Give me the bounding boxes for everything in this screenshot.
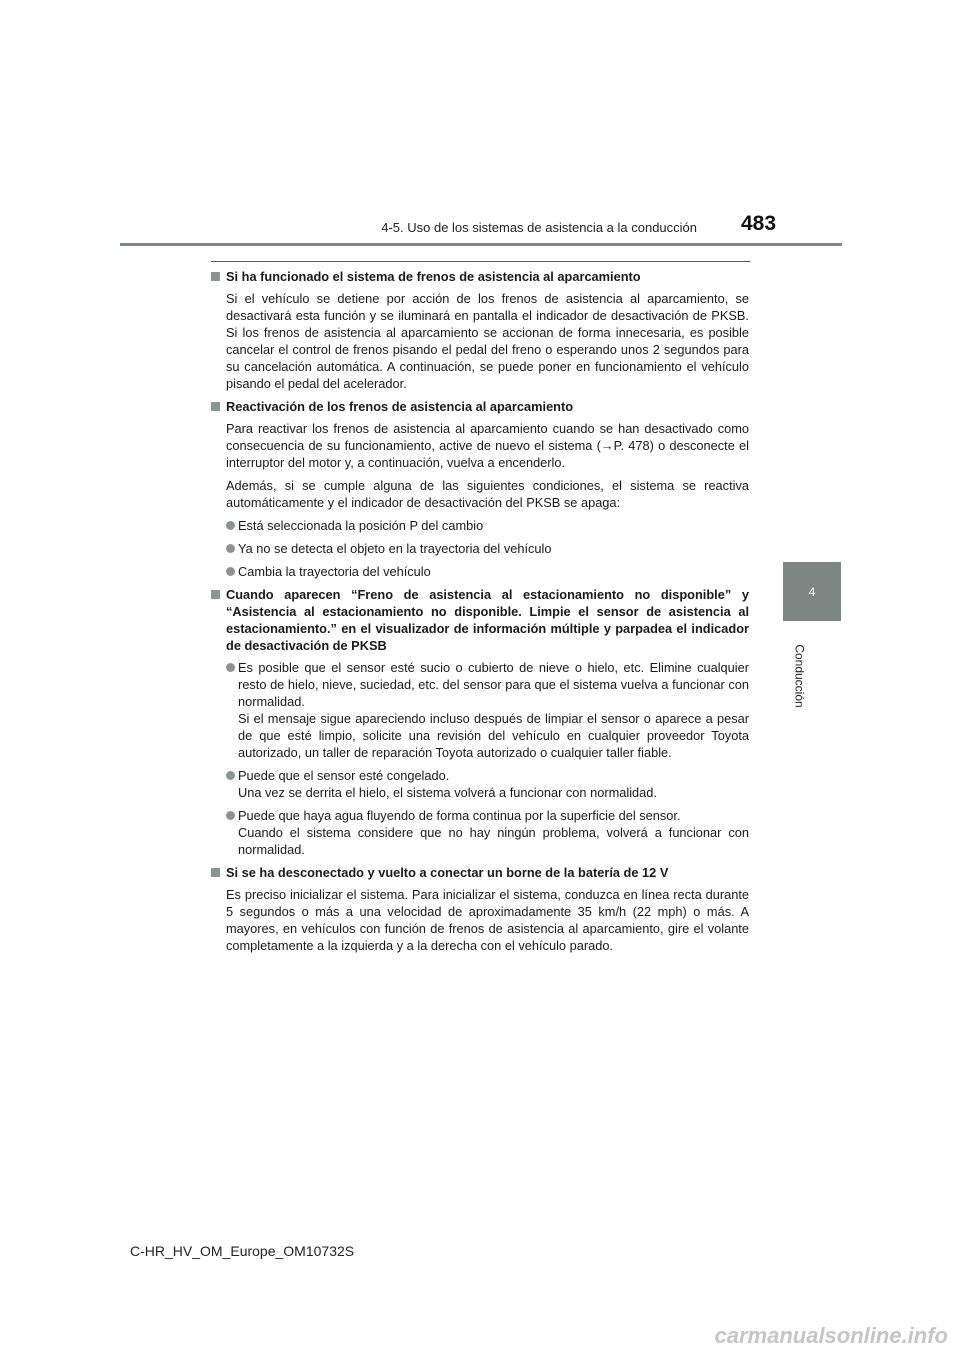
list-item — [211, 563, 749, 580]
circle-bullet-icon — [226, 811, 235, 820]
list-item-text: Es posible que el sensor esté sucio o cubierto de nieve o hielo, etc. Elimine cualquier resto de hielo, nieve, suciedad, etc. del sensor para que el sistema vuelva a funcionar con normalidad. — [238, 660, 749, 709]
section-heading — [211, 268, 749, 285]
section-heading — [211, 586, 749, 654]
page-number: 483 — [741, 212, 777, 235]
list-item — [211, 659, 749, 761]
heading-text: Si ha funcionado el sistema de frenos de asistencia al aparcamiento — [226, 269, 641, 284]
list-item-text: Puede que haya agua fluyendo de forma continua por la superficie del sensor. — [238, 808, 681, 823]
heading-text: Reactivación de los frenos de asistencia al aparcamiento — [226, 399, 574, 414]
chapter-number: 4 — [808, 584, 816, 599]
list-item-text: Una vez se derrita el hielo, el sistema volverá a funcionar con normalidad. — [238, 785, 657, 800]
paragraph: Es preciso inicializar el sistema. Para inicializar el sistema, conduzca en línea recta durante 5 segundos o más a una velocidad de aproximadamente 35 km/h (22 mph) o más. A mayores, en vehículos con función de frenos de asistencia al aparcamiento, gire el volante completamente a la izquierda y a la derecha con el vehículo parado. — [226, 887, 749, 953]
chapter-tab — [783, 562, 841, 621]
list-item-text: Si el mensaje sigue apareciendo incluso después de limpiar el sensor o aparece a pesar de que esté limpio, solicite una revisión del vehículo en cualquier proveedor Toyota autorizado, un taller de reparación Toyota autorizado o cualquier taller fiable. — [238, 711, 749, 760]
list-item-text: Ya no se detecta el objeto en la trayectoria del vehículo — [238, 541, 552, 556]
circle-bullet-icon — [226, 663, 235, 672]
document-code: C-HR_HV_OM_Europe_OM10732S — [130, 1243, 355, 1259]
section-unavailable-messages — [211, 586, 749, 858]
watermark: carmanualsonline.info — [714, 1323, 948, 1348]
main-content — [211, 268, 749, 960]
list-item — [211, 517, 749, 534]
list-item-text: Está seleccionada la posición P del cambio — [238, 518, 484, 533]
circle-bullet-icon — [226, 521, 235, 530]
square-bullet-icon — [211, 868, 220, 877]
section-heading — [211, 398, 749, 415]
heading-text: Si se ha desconectado y vuelto a conectar un borne de la batería de 12 V — [226, 865, 669, 880]
circle-bullet-icon — [226, 567, 235, 576]
section-heading — [211, 864, 749, 881]
list-item-text: Cambia la trayectoria del vehículo — [238, 564, 431, 579]
square-bullet-icon — [211, 402, 220, 411]
section-title: 4-5. Uso de los sistemas de asistencia a la conducción — [381, 220, 697, 235]
circle-bullet-icon — [226, 544, 235, 553]
square-bullet-icon — [211, 272, 220, 281]
header-rule — [120, 243, 842, 246]
list-item-text: Puede que el sensor esté congelado. — [238, 768, 450, 783]
section-battery-reconnect — [211, 864, 749, 954]
list-item-text: Cuando el sistema considere que no hay ningún problema, volverá a funcionar con normalidad. — [238, 825, 749, 857]
section-reactivation — [211, 398, 749, 580]
heading-text: Cuando aparecen “Freno de asistencia al estacionamiento no disponible” y “Asistencia al estacionamiento no disponible. Limpie el sensor de asistencia al estacionamiento.” en el visualizador de información múltiple y parpadea el indicador de desactivación de PKSB — [226, 587, 749, 653]
paragraph: Para reactivar los frenos de asistencia al aparcamiento cuando se han desactivado como consecuencia de su funcionamiento, active de nuevo el sistema (→P. 478) o desconecte el interruptor del motor y, a continuación, vuelva a encenderlo. — [226, 421, 749, 470]
list-item — [211, 807, 749, 858]
chapter-label-container — [770, 630, 830, 722]
square-bullet-icon — [211, 590, 220, 599]
paragraph: Además, si se cumple alguna de las siguientes condiciones, el sistema se reactiva automáticamente y el indicador de desactivación del PKSB se apaga: — [226, 478, 749, 510]
chapter-label: Conducción — [793, 644, 807, 708]
list-item — [211, 540, 749, 557]
list-item — [211, 767, 749, 801]
content-top-rule — [211, 261, 750, 262]
circle-bullet-icon — [226, 771, 235, 780]
section-pksb-activated — [211, 268, 749, 392]
paragraph: Si el vehículo se detiene por acción de los frenos de asistencia al aparcamiento, se desactivará esta función y se iluminará en pantalla el indicador de desactivación de PKSB. Si los frenos de asistencia al aparcamiento se accionan de forma innecesaria, es posible cancelar el control de frenos pisando el pedal del freno o esperando unos 2 segundos para su cancelación automática. A continuación, se puede poner en funcionamiento el vehículo pisando el pedal del acelerador. — [226, 291, 749, 391]
